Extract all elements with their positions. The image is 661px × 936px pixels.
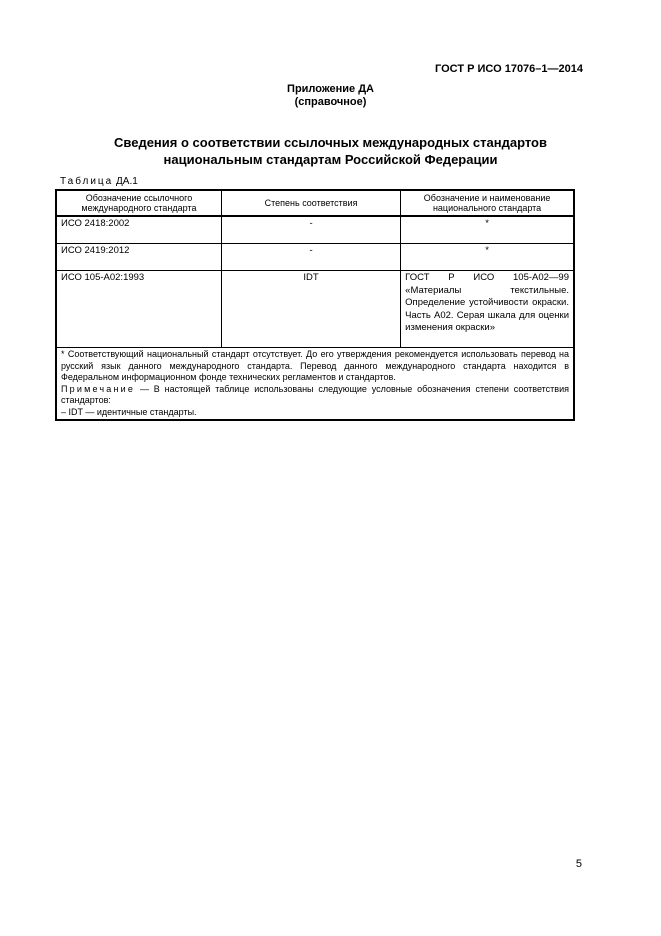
table-row [56,271,574,348]
page-number: 5 [575,858,582,870]
cell-reference: ИСО 105-A02:1993 [56,271,221,348]
section-title-line2: национальным стандартам Российской Федерации [163,152,498,167]
section-title [0,134,661,168]
annex-title: Приложение ДА [287,83,374,95]
cell-degree: - [221,244,400,271]
correspondence-table [55,189,575,421]
cell-degree: IDT [221,271,400,348]
cell-degree: - [221,216,400,244]
cell-national: * [401,216,574,244]
note-text: — В настоящей таблице использованы следующие условные обозначения степени соответствия стандартов: [61,383,569,405]
cell-national: * [401,244,574,271]
table-footnote-cell [56,348,574,421]
table-caption-number: ДА.1 [116,176,138,187]
cell-national: ГОСТ Р ИСО 105-A02—99 «Материалы текстильные. Определение устойчивости окраски. Часть А02. Серая шкала для оценки изменения окраски» [401,271,574,348]
document-code: ГОСТ Р ИСО 17076–1—2014 [435,63,583,75]
cell-reference: ИСО 2419:2012 [56,244,221,271]
table-row [56,216,574,244]
note-item: – IDT — идентичные стандарты. [61,406,197,417]
header-degree: Степень соответствия [221,190,400,216]
table-note [61,384,569,407]
footnote-text: * Соответствующий национальный стандарт отсутствует. До его утверждения рекомендуется использовать перевод на русский язык данного международного стандарта. Перевод данного международного стандарта находится в Федеральном информационном фонде технических регламентов и стандартов. [61,349,569,382]
table-caption-word: Таблица [60,176,114,187]
table-caption [60,176,138,187]
section-title-line1: Сведения о соответствии ссылочных международных стандартов [114,135,547,150]
table-header-row [56,190,574,216]
cell-reference: ИСО 2418:2002 [56,216,221,244]
header-national-standard: Обозначение и наименование национального стандарта [401,190,574,216]
header-reference-standard: Обозначение ссылочного международного стандарта [56,190,221,216]
note-label: Примечание [61,383,136,394]
table-row [56,244,574,271]
annex-heading [0,83,661,109]
table-footnote-row [56,348,574,421]
annex-subtitle: (справочное) [294,96,367,108]
